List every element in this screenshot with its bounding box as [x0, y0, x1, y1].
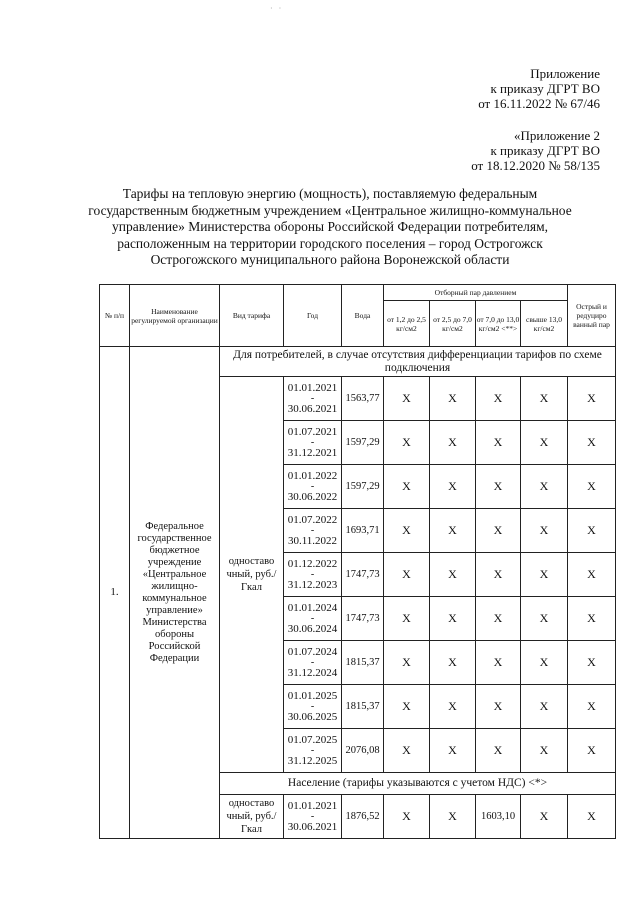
x-mark: Х — [568, 509, 616, 553]
water-price: 1597,29 — [342, 421, 384, 465]
period-dash: - — [310, 436, 315, 448]
section-header-population: Население (тарифы указываются с учетом НДС) <*> — [220, 773, 616, 795]
period-dash: - — [310, 744, 315, 756]
period-from: 01.07.2021 — [287, 425, 338, 438]
x-mark: Х — [384, 795, 430, 839]
period-cell — [284, 685, 342, 729]
header-steam-1: от 1,2 до 2,5 кг/см2 — [384, 301, 430, 347]
x-mark: Х — [430, 421, 476, 465]
x-mark: Х — [430, 597, 476, 641]
period-dash: - — [310, 700, 315, 712]
x-mark: Х — [430, 729, 476, 773]
x-mark: Х — [568, 421, 616, 465]
period-from: 01.01.2021 — [287, 381, 338, 394]
x-mark: Х — [384, 421, 430, 465]
period-to: 31.12.2024 — [287, 666, 338, 679]
period-cell — [284, 553, 342, 597]
row-number: 1. — [100, 347, 130, 839]
period-cell — [284, 421, 342, 465]
period-dash: - — [310, 656, 315, 668]
tariff-type: одноставо чный, руб./Гкал — [220, 377, 284, 773]
x-mark: Х — [476, 421, 521, 465]
appendix-line: Приложение — [530, 66, 600, 81]
period-to: 30.06.2025 — [287, 710, 338, 723]
x-mark: Х — [430, 685, 476, 729]
period-cell — [284, 465, 342, 509]
period-cell — [284, 377, 342, 421]
x-mark: Х — [568, 729, 616, 773]
x-mark: Х — [476, 641, 521, 685]
period-cell — [284, 597, 342, 641]
appendix-order-line: к приказу ДГРТ ВО — [490, 81, 600, 96]
header-water: Вода — [342, 285, 384, 347]
period-from: 01.01.2022 — [287, 469, 338, 482]
x-mark: Х — [521, 795, 568, 839]
x-mark: Х — [384, 729, 430, 773]
x-mark: Х — [384, 553, 430, 597]
period-to: 30.06.2024 — [287, 622, 338, 635]
header-steam-2: от 2,5 до 7,0 кг/см2 — [430, 301, 476, 347]
period-dash: - — [310, 392, 315, 404]
period-from: 01.01.2024 — [287, 601, 338, 614]
x-mark: Х — [521, 377, 568, 421]
x-mark: Х — [430, 553, 476, 597]
water-price: 1747,73 — [342, 553, 384, 597]
period-dash: - — [310, 612, 315, 624]
x-mark: Х — [430, 795, 476, 839]
header-steam-3: от 7,0 до 13,0 кг/см2 <**> — [476, 301, 521, 347]
water-price: 1563,77 — [342, 377, 384, 421]
header-steam-4: свыше 13,0 кг/см2 — [521, 301, 568, 347]
period-dash: - — [310, 810, 315, 822]
period-dash: - — [310, 568, 315, 580]
x-mark: Х — [521, 421, 568, 465]
header-year: Год — [284, 285, 342, 347]
header-org: Наименование регулируемой организации — [130, 285, 220, 347]
period-from: 01.07.2025 — [287, 733, 338, 746]
x-mark: Х — [568, 641, 616, 685]
period-cell — [284, 729, 342, 773]
appendix-header — [478, 66, 600, 111]
period-cell — [284, 641, 342, 685]
steam3-price: 1603,10 — [476, 795, 521, 839]
x-mark: Х — [476, 553, 521, 597]
x-mark: Х — [521, 641, 568, 685]
x-mark: Х — [476, 377, 521, 421]
document-title: Тарифы на тепловую энергию (мощность), поставляемую федеральным государственным бюджетным учреждением «Центральное жилищно-коммунальное управление» Министерства обороны Российской Федерации потребителям, расположенным на территории городского поселения – город Острогожск Острогожского муниципального района Воронежской области — [88, 186, 572, 267]
x-mark: Х — [384, 685, 430, 729]
period-to: 30.11.2022 — [287, 534, 338, 547]
period-cell — [284, 795, 342, 839]
x-mark: Х — [521, 465, 568, 509]
x-mark: Х — [476, 685, 521, 729]
appendix2-header — [471, 128, 600, 173]
header-sharp-steam: Острый и редуциро ванный пар — [568, 285, 616, 347]
x-mark: Х — [476, 509, 521, 553]
x-mark: Х — [384, 465, 430, 509]
x-mark: Х — [568, 553, 616, 597]
x-mark: Х — [430, 377, 476, 421]
period-from: 01.07.2022 — [287, 513, 338, 526]
header-num: № п/п — [100, 285, 130, 347]
x-mark: Х — [430, 641, 476, 685]
x-mark: Х — [568, 795, 616, 839]
water-price: 2076,08 — [342, 729, 384, 773]
x-mark: Х — [521, 509, 568, 553]
period-from: 01.01.2021 — [287, 799, 338, 812]
x-mark: Х — [568, 377, 616, 421]
x-mark: Х — [521, 597, 568, 641]
x-mark: Х — [384, 377, 430, 421]
x-mark: Х — [430, 465, 476, 509]
period-to: 30.06.2021 — [287, 820, 338, 833]
period-dash: - — [310, 480, 315, 492]
period-to: 30.06.2022 — [287, 490, 338, 503]
x-mark: Х — [384, 509, 430, 553]
water-price: 1597,29 — [342, 465, 384, 509]
x-mark: Х — [476, 597, 521, 641]
water-price: 1815,37 — [342, 641, 384, 685]
x-mark: Х — [521, 553, 568, 597]
x-mark: Х — [384, 641, 430, 685]
x-mark: Х — [568, 465, 616, 509]
x-mark: Х — [430, 509, 476, 553]
x-mark: Х — [384, 597, 430, 641]
section-header-general: Для потребителей, в случае отсутствия дифференциации тарифов по схеме подключения — [220, 347, 616, 377]
period-from: 01.12.2022 — [287, 557, 338, 570]
x-mark: Х — [568, 685, 616, 729]
appendix2-order-line: к приказу ДГРТ ВО — [490, 143, 600, 158]
scan-artifact: · · — [270, 4, 284, 13]
water-price: 1693,71 — [342, 509, 384, 553]
header-steam-group: Отборный пар давлением — [384, 285, 568, 301]
x-mark: Х — [476, 465, 521, 509]
x-mark: Х — [568, 597, 616, 641]
header-tariff-type: Вид тарифа — [220, 285, 284, 347]
period-to: 31.12.2025 — [287, 754, 338, 767]
period-dash: - — [310, 524, 315, 536]
x-mark: Х — [521, 685, 568, 729]
water-price: 1876,52 — [342, 795, 384, 839]
period-to: 31.12.2021 — [287, 446, 338, 459]
appendix2-date-line: от 18.12.2020 № 58/135 — [471, 158, 600, 173]
water-price: 1747,73 — [342, 597, 384, 641]
x-mark: Х — [476, 729, 521, 773]
period-cell — [284, 509, 342, 553]
water-price: 1815,37 — [342, 685, 384, 729]
period-to: 30.06.2021 — [287, 402, 338, 415]
period-from: 01.07.2024 — [287, 645, 338, 658]
appendix2-line: «Приложение 2 — [513, 128, 600, 143]
tariff-table — [99, 284, 616, 839]
appendix-date-line: от 16.11.2022 № 67/46 — [478, 96, 600, 111]
x-mark: Х — [521, 729, 568, 773]
tariff-type: одноставо чный, руб./Гкал — [220, 795, 284, 839]
org-name: Федеральное государственное бюджетное учреждение «Центральное жилищно-коммунальное управление» Министерства обороны Российской Федерации — [130, 347, 220, 839]
period-from: 01.01.2025 — [287, 689, 338, 702]
period-to: 31.12.2023 — [287, 578, 338, 591]
